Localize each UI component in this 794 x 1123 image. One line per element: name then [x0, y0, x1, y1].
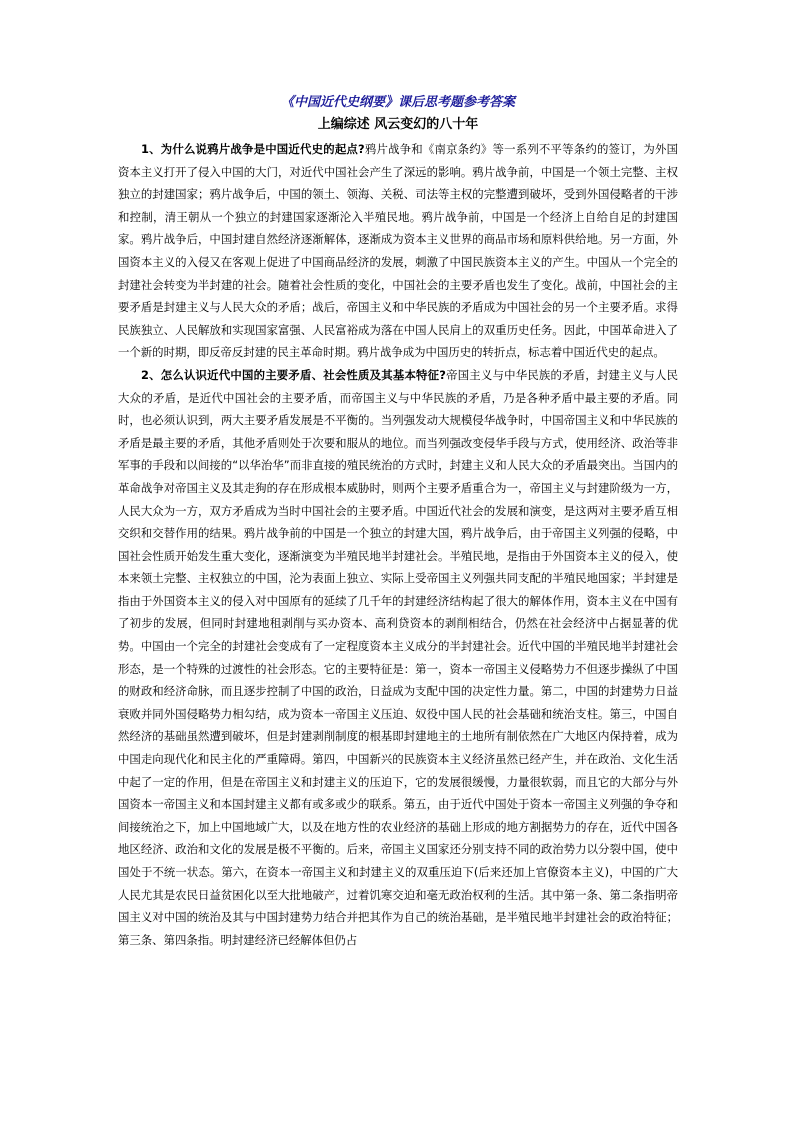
question-2-paragraph	[118, 364, 678, 951]
question-1-paragraph	[118, 138, 678, 364]
document-title: 《中国近代史纲要》课后思考题参考答案	[280, 95, 515, 110]
answer-1-text: 鸦片战争和《南京条约》等一系列不平等条约的签订，为外国资本主义打开了侵入中国的大门，对近代中国社会产生了深远的影响。鸦片战争前，中国是一个领土完整、主权独立的封建国家；鸦片战争后，中国的领土、领海、关税、司法等主权的完整遭到破坏，受到外国侵略者的干涉和控制，清王朝从一个独立的封建国家逐渐沦入半殖民地。鸦片战争前，中国是一个经济上自给自足的封建国家。鸦片战争后，中国封建自然经济逐渐解体，逐渐成为资本主义世界的商品市场和原料供给地。另一方面，外国资本主义的入侵又在客观上促进了中国商品经济的发展，刺激了中国民族资本主义的产生。中国从一个完全的封建社会转变为半封建的社会。随着社会性质的变化，中国社会的主要矛盾也发生了变化。战前，中国社会的主要矛盾是封建主义与人民大众的矛盾；战后，帝国主义和中华民族的矛盾成为中国社会的另一个主要矛盾。求得民族独立、人民解放和实现国家富强、人民富裕成为落在中国人民肩上的双重历史任务。因此，中国革命进入了一个新的时期，即反帝反封建的民主革命时期。鸦片战争成为中国历史的转折点，标志着中国近代史的起点。	[118, 142, 678, 360]
question-1-heading: 1、为什么说鸦片战争是中国近代史的起点?	[141, 142, 365, 156]
section-title: 上编综述 风云变幻的八十年	[317, 117, 479, 132]
question-2-heading: 2、怎么认识近代中国的主要矛盾、社会性质及其基本特征?	[141, 367, 446, 382]
document-body	[118, 95, 678, 951]
answer-2-text: 帝国主义与中华民族的矛盾，封建主义与人民大众的矛盾，是近代中国社会的主要矛盾，而帝国主义与中华民族的矛盾，乃是各种矛盾中最主要的矛盾。同时，也必须认识到，两大主要矛盾发展是不平衡的。当列强发动大规模侵华战争时，中国帝国主义和中华民族的矛盾是最主要的矛盾，其他矛盾则处于次要和服从的地位。而当列强改变侵华手段与方式，使用经济、政治等非军事的手段和以间接的“以华治华”而非直接的殖民统治的方式时，封建主义和人民大众的矛盾最突出。当国内的革命战争对帝国主义及其走狗的存在形成根本威胁时，则两个主要矛盾重合为一，帝国主义与封建阶级为一方，人民大众为一方，双方矛盾成为当时中国社会的主要矛盾。中国近代社会的发展和演变，是这两对主要矛盾互相交织和交替作用的结果。鸦片战争前的中国是一个独立的封建大国，鸦片战争后，由于帝国主义列强的侵略，中国社会性质开始发生重大变化，逐渐演变为半殖民地半封建社会。半殖民地，是指由于外国资本主义的侵入，使本来领土完整、主权独立的中国，沦为表面上独立、实际上受帝国主义列强共同支配的半殖民地国家；半封建是指由于外国资本主义的侵入对中国原有的延续了几千年的封建经济结构起了很大的解体作用，资本主义在中国有了初步的发展，但同时封建地租剥削与买办资本、高利贷资本的剥削相结合，仍然在社会经济中占据显著的优势。中国由一个完全的封建社会变成有了一定程度资本主义成分的半封建社会。近代中国的半殖民地半封建社会形态，是一个特殊的过渡性的社会形态。它的主要特征是：第一，资本一帝国主义侵略势力不但逐步操纵了中国的财政和经济命脉，而且逐步控制了中国的政治，日益成为支配中国的决定性力量。第二，中国的封建势力日益衰败并同外国侵略势力相勾结，成为资本一帝国主义压迫、奴役中国人民的社会基础和统治支柱。第三，中国自然经济的基础虽然遭到破坏，但是封建剥削制度的根基即封建地主的土地所有制依然在广大地区内保持着，成为中国走向现代化和民主化的严重障碍。第四，中国新兴的民族资本主义经济虽然已经产生，并在政治、文化生活中起了一定的作用，但是在帝国主义和封建主义的压迫下，它的发展很缓慢，力量很软弱，而且它的大部分与外国资本一帝国主义和本国封建主义都有或多或少的联系。第五，由于近代中国处于资本一帝国主义列强的争夺和间接统治之下，加上中国地域广大，以及在地方性的农业经济的基础上形成的地方割据势力的存在，近代中国各地区经济、政治和文化的发展是极不平衡的。后来，帝国主义国家还分别支持不同的政治势力以分裂中国，使中国处于不统一状态。第六，在资本一帝国主义和封建主义的双重压迫下(后来还加上官僚资本主义)，中国的广大人民尤其是农民日益贫困化以至大批地破产，过着饥寒交迫和毫无政治权利的生活。其中第一条、第二条指明帝国主义对中国的统治及其与中国封建势力结合并把其作为自己的统治基础，是半殖民地半封建社会的政治特征；第三条、第四条指。明封建经济已经解体但仍占	[118, 367, 678, 947]
